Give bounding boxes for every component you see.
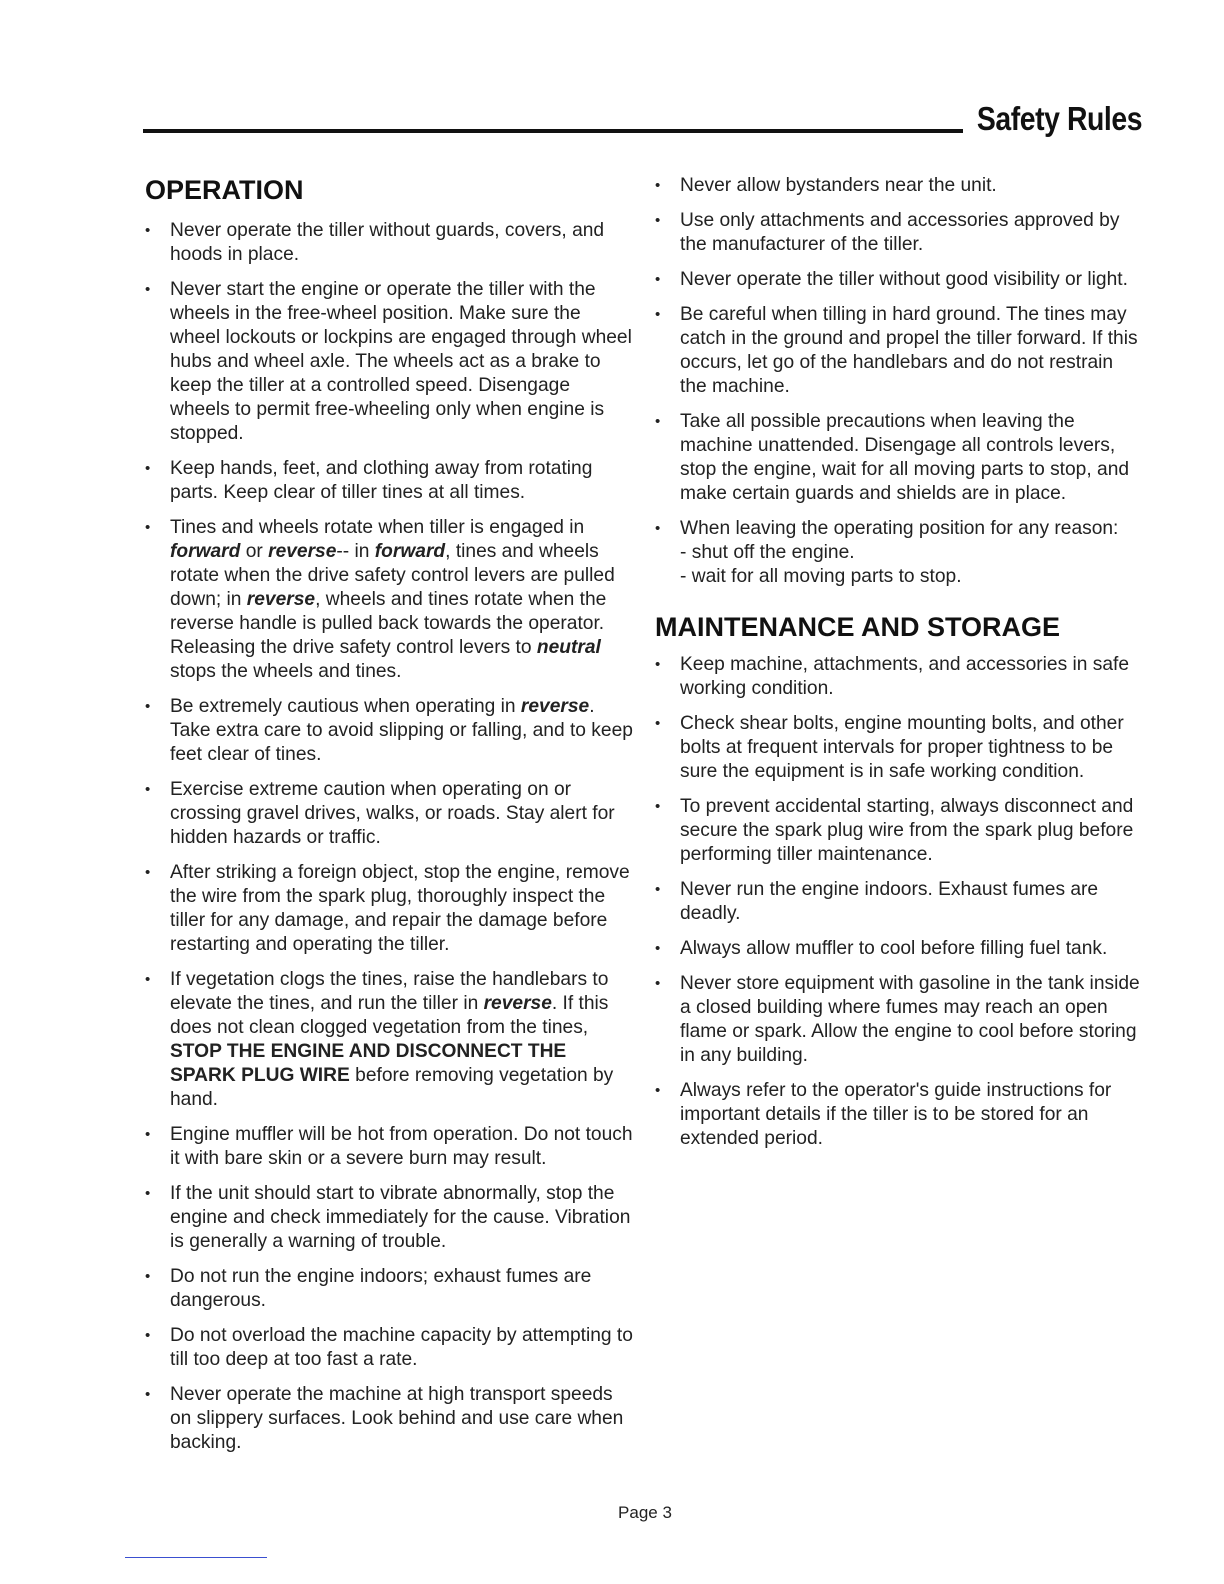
list-item: • Never operate the tiller without good visibility or light. — [655, 269, 1128, 290]
list-item: • Use only attachments and accessories approved by the manufacturer of the tiller. — [655, 210, 1120, 255]
operation-continued-list — [655, 174, 1145, 589]
header-rule — [143, 129, 963, 133]
list-item: • Be extremely cautious when operating in reverse. Take extra care to avoid slipping or falling, and to keep feet clear of tines. — [145, 696, 633, 765]
list-item: • If vegetation clogs the tines, raise the handlebars to elevate the tines, and run the tiller in reverse. If this does not clean clogged vegetation from the tines, STOP THE ENGINE AND DISCONNECT THE SPARK PLUG WIRE before removing vegetation by hand. — [145, 969, 614, 1110]
list-item: • Always refer to the operator's guide instructions for important details if the tiller is to be stored for an extended period. — [655, 1080, 1112, 1149]
page-number: Page 3 — [618, 1503, 672, 1522]
list-item: • Do not run the engine indoors; exhaust fumes are dangerous. — [145, 1266, 592, 1311]
list-item: • Never operate the tiller without guards, covers, and hoods in place. — [145, 220, 605, 265]
list-item: • To prevent accidental starting, always disconnect and secure the spark plug wire from the spark plug before performing tiller maintenance. — [655, 796, 1134, 865]
list-item: • Be careful when tilling in hard ground. The tines may catch in the ground and propel the tiller forward. If this occurs, let go of the handlebars and do not restrain the machine. — [655, 304, 1138, 397]
list-item: • Keep machine, attachments, and accessories in safe working condition. — [655, 654, 1130, 699]
maintenance-heading: MAINTENANCE AND STORAGE — [655, 612, 1061, 642]
list-item: • Take all possible precautions when leaving the machine unattended. Disengage all controls levers, stop the engine, wait for all moving parts to stop, and make certain guards and shields are in place. — [655, 411, 1130, 504]
right-column — [655, 174, 1145, 1162]
list-item: • Never store equipment with gasoline in the tank inside a closed building where fumes may reach an open flame or spark. Allow the engine to cool before storing in any building. — [655, 973, 1140, 1066]
list-item: • Do not overload the machine capacity by attempting to till too deep at too fast a rate. — [145, 1325, 633, 1370]
maintenance-list — [655, 653, 1145, 1151]
list-item: • When leaving the operating position for any reason: - shut off the engine. - wait for all moving parts to stop. — [655, 518, 1119, 587]
list-item: • Always allow muffler to cool before filling fuel tank. — [655, 938, 1108, 959]
list-item: • Tines and wheels rotate when tiller is engaged in forward or reverse-- in forward, tines and wheels rotate when the drive safety control levers are pulled down; in reverse, wheels and tines rotate when the reverse handle is pulled back towards the operator. Releasing the drive safety control levers to neutral stops the wheels and tines. — [145, 517, 615, 682]
list-item: • Keep hands, feet, and clothing away from rotating parts. Keep clear of tiller tines at all times. — [145, 458, 593, 503]
list-item: • Check shear bolts, engine mounting bolts, and other bolts at frequent intervals for proper tightness to be sure the equipment is in safe working condition. — [655, 713, 1124, 782]
list-item: • After striking a foreign object, stop the engine, remove the wire from the spark plug, thoroughly inspect the tiller for any damage, and repair the damage before restarting and operating the tiller. — [145, 862, 630, 955]
list-item: • Exercise extreme caution when operating on or crossing gravel drives, walks, or roads. Stay alert for hidden hazards or traffic. — [145, 779, 615, 848]
list-item: • Engine muffler will be hot from operation. Do not touch it with bare skin or a severe burn may result. — [145, 1124, 633, 1169]
list-item: • Never allow bystanders near the unit. — [655, 175, 997, 196]
list-item: • Never operate the machine at high transport speeds on slippery surfaces. Look behind and use care when backing. — [145, 1384, 624, 1453]
footer-divider — [125, 1557, 267, 1558]
page-title: Safety Rules — [976, 100, 1142, 137]
list-item: • Never run the engine indoors. Exhaust fumes are deadly. — [655, 879, 1099, 924]
left-column — [145, 170, 635, 1466]
operation-heading: OPERATION — [145, 175, 304, 205]
list-item: • If the unit should start to vibrate abnormally, stop the engine and check immediately for the cause. Vibration is generally a warning of trouble. — [145, 1183, 631, 1252]
operation-list — [145, 219, 635, 1455]
list-item: • Never start the engine or operate the tiller with the wheels in the free-wheel position. Make sure the wheel lockouts or lockpins are engaged through wheel hubs and wheel axle. The wheels act as a brake to keep the tiller at a controlled speed. Disengage wheels to permit free-wheeling only when engine is stopped. — [145, 279, 632, 444]
